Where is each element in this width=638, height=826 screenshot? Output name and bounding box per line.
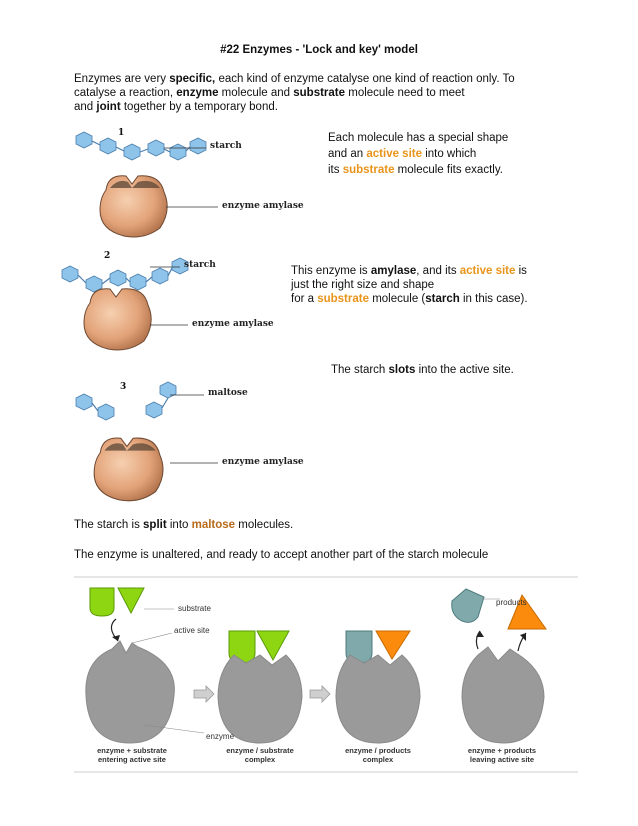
caption-stage-1: enzyme + substrate entering active site — [97, 746, 167, 764]
stage-4 — [452, 589, 546, 743]
stage-2 — [218, 631, 330, 743]
diagram-active-site-label: active site — [174, 626, 210, 635]
fig2-text-line-3: for a substrate molecule (starch in this case). — [291, 293, 528, 305]
caption-stage-3: enzyme / products complex — [345, 746, 411, 764]
stage-3 — [336, 631, 420, 743]
fig2-text-line-2: just the right size and shape — [291, 279, 435, 291]
diagram-products-label: products — [496, 598, 527, 607]
fig1-label-enzyme: enzyme amylase — [222, 201, 304, 211]
split-text: The starch is split into maltose molecules. — [74, 519, 294, 531]
fig2-label-enzyme: enzyme amylase — [192, 319, 274, 329]
diagram-enzyme-label: enzyme — [206, 732, 235, 741]
fig2-number: 2 — [104, 251, 111, 261]
fig2-text-line-1: This enzyme is amylase, and its active site is — [291, 265, 527, 277]
intro-line-2: catalyse a reaction, enzyme molecule and substrate molecule need to meet — [74, 87, 465, 99]
diagram-substrate-label: substrate — [178, 604, 211, 613]
page-title: #22 Enzymes - 'Lock and key' model — [220, 44, 418, 56]
caption-stage-4: enzyme + products leaving active site — [467, 746, 537, 764]
fig1-label-starch: starch — [210, 141, 242, 151]
intro-line-1: Enzymes are very specific, each kind of enzyme catalyse one kind of reaction only. To — [74, 73, 515, 85]
fig3-number: 3 — [120, 382, 127, 392]
fig3-label-enzyme: enzyme amylase — [222, 457, 304, 467]
fig2-label-starch: starch — [184, 260, 216, 270]
fig1-text-line-1: Each molecule has a special shape — [328, 132, 509, 144]
fig1-text-line-3: its substrate molecule fits exactly. — [328, 164, 503, 176]
fig1-text-line-2: and an active site into which — [328, 148, 477, 160]
fig3-label-maltose: maltose — [208, 388, 248, 398]
intro-line-3: and joint together by a temporary bond. — [74, 101, 278, 113]
unaltered-text: The enzyme is unaltered, and ready to accept another part of the starch molecule — [74, 549, 489, 561]
caption-stage-2: enzyme / substrate complex — [226, 746, 294, 764]
fig2-slots-text: The starch slots into the active site. — [331, 364, 514, 376]
fig1-number: 1 — [118, 128, 125, 138]
